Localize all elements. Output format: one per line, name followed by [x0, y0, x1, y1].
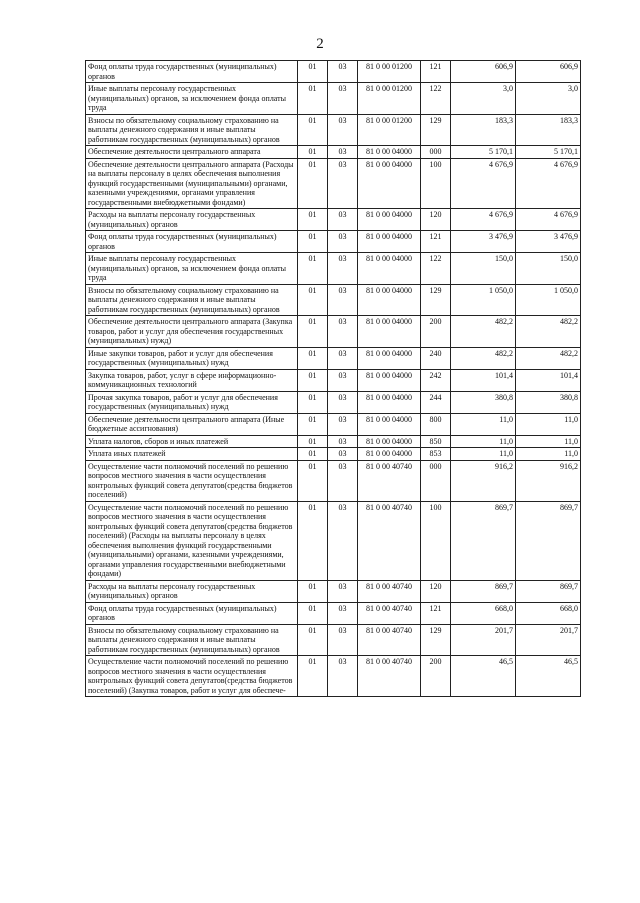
row-subsection: 03: [328, 391, 358, 413]
row-subsection: 03: [328, 435, 358, 448]
row-amount-2: 11,0: [516, 413, 581, 435]
table-row: [86, 231, 581, 253]
row-amount-1: 150,0: [451, 253, 516, 285]
table-row: [86, 83, 581, 115]
row-amount-1: 101,4: [451, 369, 516, 391]
row-expense-type: 100: [421, 158, 451, 209]
row-amount-2: 11,0: [516, 448, 581, 461]
row-expense-type: 242: [421, 369, 451, 391]
row-expense-type: 121: [421, 602, 451, 624]
row-expense-type: 200: [421, 316, 451, 348]
row-expense-type: 800: [421, 413, 451, 435]
row-section: 01: [298, 602, 328, 624]
row-section: 01: [298, 460, 328, 501]
row-amount-2: 101,4: [516, 369, 581, 391]
table-row: [86, 602, 581, 624]
row-subsection: 03: [328, 209, 358, 231]
row-target-code: 81 0 00 04000: [358, 413, 421, 435]
table-row: [86, 146, 581, 159]
row-target-code: 81 0 00 04000: [358, 369, 421, 391]
table-row: [86, 369, 581, 391]
row-subsection: 03: [328, 284, 358, 316]
row-amount-1: 668,0: [451, 602, 516, 624]
row-expense-type: 121: [421, 231, 451, 253]
row-name: Обеспечение деятельности центрального аппарата (Расходы на выплаты персоналу в целях обеспечения выполнения функций государственными (муниципальными) органами, казенными учреждениями, органами управления государственными внебюджетными фондами): [86, 158, 298, 209]
row-amount-1: 183,3: [451, 114, 516, 146]
row-name: Уплата иных платежей: [86, 448, 298, 461]
row-amount-2: 183,3: [516, 114, 581, 146]
row-name: Осуществление части полномочий поселений по решению вопросов местного значения в части осуществления контрольных функций совета депутатов(средства бюджетов поселений): [86, 460, 298, 501]
row-subsection: 03: [328, 656, 358, 697]
row-expense-type: 200: [421, 656, 451, 697]
row-target-code: 81 0 00 04000: [358, 435, 421, 448]
row-amount-1: 1 050,0: [451, 284, 516, 316]
row-amount-1: 606,9: [451, 61, 516, 83]
row-target-code: 81 0 00 04000: [358, 253, 421, 285]
row-name: Осуществление части полномочий поселений по решению вопросов местного значения в части осуществления контрольных функций совета депутатов(средства бюджетов поселений) (Закупка товаров, работ и услуг для обеспече-: [86, 656, 298, 697]
row-section: 01: [298, 253, 328, 285]
row-amount-1: 11,0: [451, 448, 516, 461]
row-amount-2: 916,2: [516, 460, 581, 501]
row-expense-type: 853: [421, 448, 451, 461]
row-amount-1: 11,0: [451, 413, 516, 435]
row-name: Взносы по обязательному социальному страхованию на выплаты денежного содержания и иные выплаты работникам государственных (муниципальных) органов: [86, 114, 298, 146]
row-expense-type: 240: [421, 347, 451, 369]
row-section: 01: [298, 83, 328, 115]
row-subsection: 03: [328, 347, 358, 369]
row-expense-type: 000: [421, 460, 451, 501]
row-expense-type: 000: [421, 146, 451, 159]
row-section: 01: [298, 231, 328, 253]
row-expense-type: 120: [421, 580, 451, 602]
row-section: 01: [298, 61, 328, 83]
row-section: 01: [298, 146, 328, 159]
row-section: 01: [298, 580, 328, 602]
budget-table-body: [86, 61, 581, 697]
row-amount-2: 150,0: [516, 253, 581, 285]
row-subsection: 03: [328, 231, 358, 253]
row-target-code: 81 0 00 04000: [358, 448, 421, 461]
table-row: [86, 413, 581, 435]
row-subsection: 03: [328, 448, 358, 461]
budget-table: [85, 60, 581, 697]
row-amount-2: 668,0: [516, 602, 581, 624]
row-target-code: 81 0 00 04000: [358, 391, 421, 413]
row-amount-1: 869,7: [451, 580, 516, 602]
row-amount-1: 4 676,9: [451, 158, 516, 209]
row-amount-1: 3,0: [451, 83, 516, 115]
row-name: Осуществление части полномочий поселений по решению вопросов местного значения в части осуществления контрольных функций совета депутатов(средства бюджетов поселений) (Расходы на выплаты персоналу в целях обеспечения выполнения функций государственными (муниципальными) органами, казенными учреждениями, органами управления государственными внебюджетными фондами): [86, 501, 298, 580]
row-target-code: 81 0 00 04000: [358, 146, 421, 159]
row-subsection: 03: [328, 316, 358, 348]
row-target-code: 81 0 00 04000: [358, 231, 421, 253]
row-section: 01: [298, 435, 328, 448]
page-number: 2: [316, 36, 324, 52]
row-amount-2: 482,2: [516, 347, 581, 369]
table-row: [86, 284, 581, 316]
table-row: [86, 61, 581, 83]
table-row: [86, 501, 581, 580]
row-expense-type: 129: [421, 114, 451, 146]
row-subsection: 03: [328, 460, 358, 501]
row-expense-type: 122: [421, 253, 451, 285]
row-amount-1: 869,7: [451, 501, 516, 580]
row-expense-type: 244: [421, 391, 451, 413]
row-section: 01: [298, 284, 328, 316]
row-amount-1: 4 676,9: [451, 209, 516, 231]
row-target-code: 81 0 00 04000: [358, 316, 421, 348]
row-name: Фонд оплаты труда государственных (муниципальных) органов: [86, 61, 298, 83]
row-amount-2: 869,7: [516, 501, 581, 580]
row-amount-1: 482,2: [451, 316, 516, 348]
row-target-code: 81 0 00 04000: [358, 284, 421, 316]
row-expense-type: 122: [421, 83, 451, 115]
row-target-code: 81 0 00 01200: [358, 114, 421, 146]
table-row: [86, 580, 581, 602]
row-amount-1: 380,8: [451, 391, 516, 413]
row-amount-2: 5 170,1: [516, 146, 581, 159]
row-name: Обеспечение деятельности центрального аппарата (Иные бюджетные ассигнования): [86, 413, 298, 435]
row-amount-2: 11,0: [516, 435, 581, 448]
row-subsection: 03: [328, 253, 358, 285]
row-target-code: 81 0 00 01200: [358, 61, 421, 83]
row-amount-2: 4 676,9: [516, 158, 581, 209]
row-amount-2: 3,0: [516, 83, 581, 115]
row-name: Расходы на выплаты персоналу государственных (муниципальных) органов: [86, 209, 298, 231]
row-name: Уплата налогов, сборов и иных платежей: [86, 435, 298, 448]
table-row: [86, 448, 581, 461]
table-row: [86, 316, 581, 348]
row-section: 01: [298, 369, 328, 391]
row-amount-2: 482,2: [516, 316, 581, 348]
row-subsection: 03: [328, 624, 358, 656]
row-subsection: 03: [328, 369, 358, 391]
row-expense-type: 100: [421, 501, 451, 580]
row-name: Иные закупки товаров, работ и услуг для обеспечения государственных (муниципальных) нужд: [86, 347, 298, 369]
row-amount-2: 380,8: [516, 391, 581, 413]
row-name: Закупка товаров, работ, услуг в сфере информационно-коммуникационных технологий: [86, 369, 298, 391]
row-amount-2: 606,9: [516, 61, 581, 83]
row-name: Взносы по обязательному социальному страхованию на выплаты денежного содержания и иные выплаты работникам государственных (муниципальных) органов: [86, 624, 298, 656]
row-subsection: 03: [328, 114, 358, 146]
row-amount-2: 1 050,0: [516, 284, 581, 316]
row-subsection: 03: [328, 61, 358, 83]
row-section: 01: [298, 413, 328, 435]
row-name: Фонд оплаты труда государственных (муниципальных) органов: [86, 602, 298, 624]
table-row: [86, 656, 581, 697]
row-name: Иные выплаты персоналу государственных (муниципальных) органов, за исключением фонда оплаты труда: [86, 83, 298, 115]
row-amount-2: 201,7: [516, 624, 581, 656]
row-name: Прочая закупка товаров, работ и услуг для обеспечения государственных (муниципальных) нужд: [86, 391, 298, 413]
row-subsection: 03: [328, 501, 358, 580]
row-subsection: 03: [328, 146, 358, 159]
table-row: [86, 158, 581, 209]
table-row: [86, 435, 581, 448]
row-subsection: 03: [328, 413, 358, 435]
row-amount-2: 869,7: [516, 580, 581, 602]
row-amount-2: 3 476,9: [516, 231, 581, 253]
row-expense-type: 129: [421, 284, 451, 316]
table-row: [86, 253, 581, 285]
row-section: 01: [298, 158, 328, 209]
row-section: 01: [298, 209, 328, 231]
table-row: [86, 114, 581, 146]
row-amount-1: 11,0: [451, 435, 516, 448]
row-expense-type: 850: [421, 435, 451, 448]
row-target-code: 81 0 00 04000: [358, 158, 421, 209]
row-target-code: 81 0 00 04000: [358, 209, 421, 231]
row-expense-type: 120: [421, 209, 451, 231]
row-target-code: 81 0 00 40740: [358, 656, 421, 697]
row-amount-1: 916,2: [451, 460, 516, 501]
row-target-code: 81 0 00 04000: [358, 347, 421, 369]
row-subsection: 03: [328, 602, 358, 624]
table-row: [86, 347, 581, 369]
table-row: [86, 624, 581, 656]
row-target-code: 81 0 00 40740: [358, 460, 421, 501]
row-section: 01: [298, 316, 328, 348]
row-target-code: 81 0 00 40740: [358, 602, 421, 624]
row-target-code: 81 0 00 01200: [358, 83, 421, 115]
row-expense-type: 121: [421, 61, 451, 83]
row-section: 01: [298, 391, 328, 413]
row-target-code: 81 0 00 40740: [358, 624, 421, 656]
row-section: 01: [298, 347, 328, 369]
row-name: Взносы по обязательному социальному страхованию на выплаты денежного содержания и иные выплаты работникам государственных (муниципальных) органов: [86, 284, 298, 316]
row-name: Фонд оплаты труда государственных (муниципальных) органов: [86, 231, 298, 253]
row-amount-1: 3 476,9: [451, 231, 516, 253]
row-name: Обеспечение деятельности центрального аппарата: [86, 146, 298, 159]
row-name: Расходы на выплаты персоналу государственных (муниципальных) органов: [86, 580, 298, 602]
row-subsection: 03: [328, 83, 358, 115]
row-amount-1: 5 170,1: [451, 146, 516, 159]
row-subsection: 03: [328, 580, 358, 602]
table-row: [86, 209, 581, 231]
row-amount-1: 201,7: [451, 624, 516, 656]
row-target-code: 81 0 00 40740: [358, 580, 421, 602]
row-section: 01: [298, 656, 328, 697]
row-target-code: 81 0 00 40740: [358, 501, 421, 580]
row-amount-2: 4 676,9: [516, 209, 581, 231]
row-section: 01: [298, 114, 328, 146]
row-amount-2: 46,5: [516, 656, 581, 697]
row-section: 01: [298, 501, 328, 580]
row-section: 01: [298, 448, 328, 461]
row-expense-type: 129: [421, 624, 451, 656]
row-name: Обеспечение деятельности центрального аппарата (Закупка товаров, работ и услуг для обеспечения государственных (муниципальных) нужд): [86, 316, 298, 348]
table-row: [86, 460, 581, 501]
row-section: 01: [298, 624, 328, 656]
row-subsection: 03: [328, 158, 358, 209]
row-name: Иные выплаты персоналу государственных (муниципальных) органов, за исключением фонда оплаты труда: [86, 253, 298, 285]
row-amount-1: 482,2: [451, 347, 516, 369]
table-row: [86, 391, 581, 413]
row-amount-1: 46,5: [451, 656, 516, 697]
